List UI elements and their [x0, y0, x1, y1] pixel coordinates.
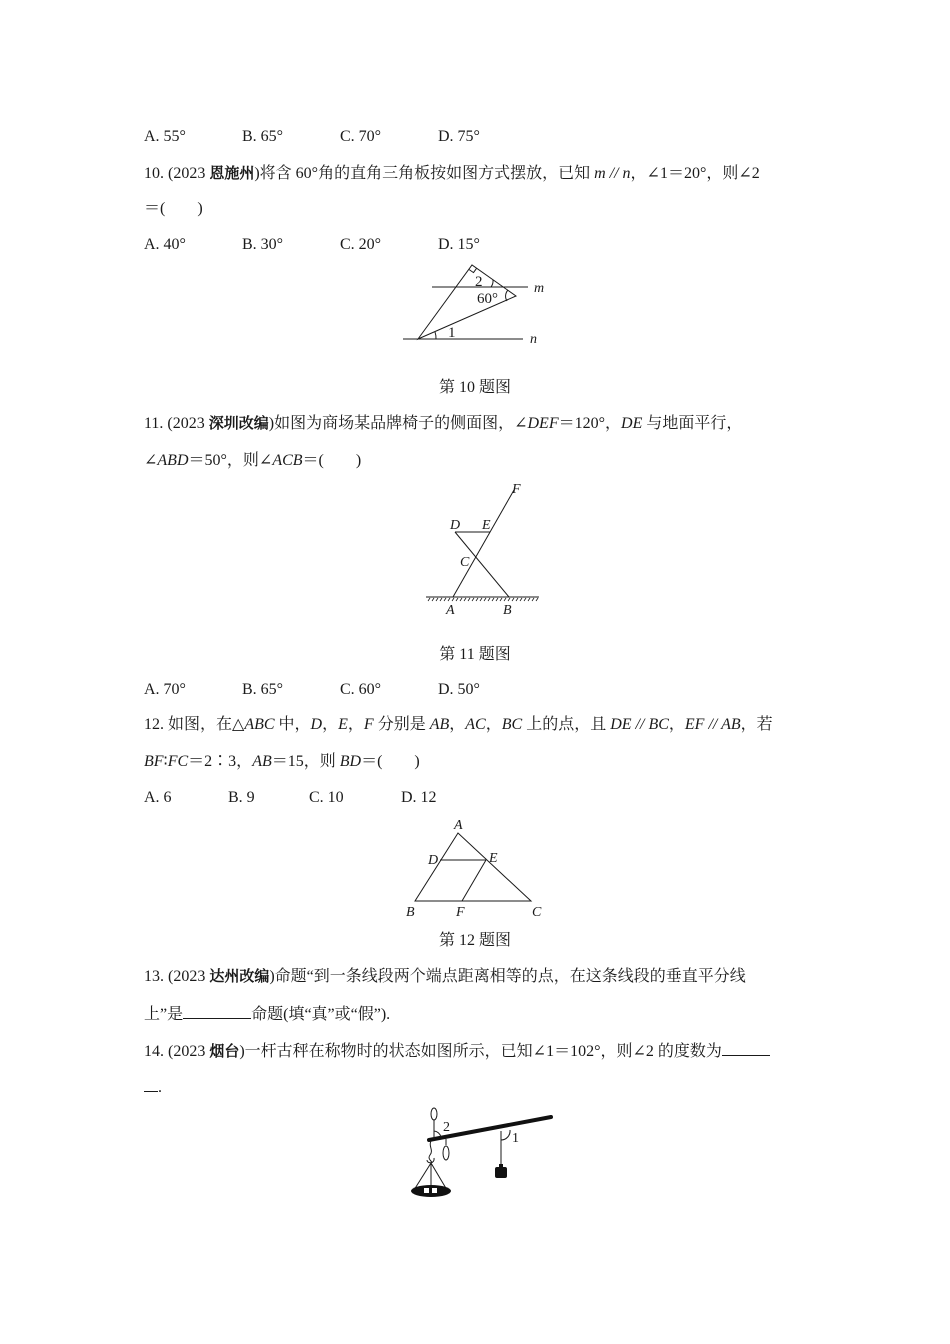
- q10-label-60: 60°: [477, 291, 498, 307]
- segment-ef: [462, 860, 486, 901]
- q12-var-e: E: [338, 716, 348, 733]
- q12-text-5: ，若: [740, 716, 773, 733]
- q14-source-open: (2023: [168, 1043, 210, 1060]
- q13-source-place: 达州改编: [209, 967, 270, 985]
- q11-text-2: ＝120°，: [558, 415, 622, 432]
- q12-number: 12.: [144, 716, 168, 733]
- q11-label-f: F: [512, 482, 521, 497]
- q11-label-a: A: [446, 603, 455, 618]
- counterweight: [495, 1167, 507, 1178]
- q13-text-1: )命题“到一条线段两个端点距离相等的点，在这条线段的垂直平分线: [269, 968, 746, 985]
- q11-line2-c: ＝( ): [302, 452, 362, 469]
- q9-option-d[interactable]: D. 75°: [438, 128, 480, 145]
- q12-var-bd: BD: [339, 753, 362, 770]
- q10-option-c[interactable]: C. 20°: [340, 236, 382, 253]
- q12-label-d: D: [428, 853, 439, 868]
- q12-var-ac: AC: [465, 716, 486, 733]
- q10-label-n: n: [530, 332, 537, 347]
- q12-text-4: 上的点，且: [522, 716, 611, 733]
- q12-caption: 第 12 题图: [438, 932, 511, 949]
- q11-label-d: D: [450, 518, 461, 533]
- q10-var-m: m: [594, 165, 606, 182]
- q11-source-open: (2023: [167, 415, 209, 432]
- q10-stem-line1: [144, 163, 760, 184]
- q11-stem-line2: [144, 451, 361, 471]
- q12-line2-c: ＝15，则: [271, 753, 340, 770]
- q12-var-abc: ABC: [244, 716, 275, 733]
- q12-var-ef: EF: [684, 716, 705, 733]
- q12-sep: ，: [347, 716, 364, 733]
- q14-figure-steelyard: [400, 1100, 560, 1200]
- q12-var-bf: BF: [144, 753, 164, 770]
- q11-var-acb: ACB: [272, 452, 303, 469]
- q12-figure-triangle: [395, 812, 555, 924]
- q11-text-3: 与地面平行，: [642, 415, 743, 432]
- q14-text-1: )一杆古秤在称物时的状态如图所示，已知∠1＝102°，则∠2 的度数为: [239, 1043, 722, 1060]
- q10-option-d[interactable]: D. 15°: [438, 236, 480, 253]
- q14-stem-line1: [144, 1041, 770, 1062]
- q11-figure-chair: [420, 476, 550, 621]
- q14-answer-blank-part2[interactable]: [144, 1077, 158, 1092]
- q10-label-angle1: 1: [448, 325, 456, 341]
- q12-label-f: F: [456, 905, 465, 920]
- set-square: [418, 265, 516, 339]
- q9-option-c[interactable]: C. 70°: [340, 128, 382, 145]
- q11-line2-a: ∠: [144, 452, 158, 469]
- q10-number: 10.: [144, 165, 168, 182]
- q12-text-3: 分别是: [373, 716, 430, 733]
- q12-label-a: A: [454, 818, 463, 833]
- q12-var-ab: AB: [429, 716, 450, 733]
- q12-var-d: D: [310, 716, 323, 733]
- q11-option-a[interactable]: A. 70°: [144, 681, 186, 698]
- q12-label-e: E: [489, 851, 498, 866]
- q13-source-open: (2023: [168, 968, 210, 985]
- q13-line2-b: 命题(填“真”或“假”).: [251, 1006, 391, 1023]
- q14-period: .: [158, 1079, 162, 1096]
- q14-label-angle2: 2: [443, 1120, 450, 1135]
- q12-parallel: //: [631, 716, 649, 733]
- q12-parallel: //: [704, 716, 722, 733]
- q10-figure-triangle: [395, 258, 555, 350]
- q12-sep: ，: [322, 716, 339, 733]
- q12-label-c: C: [532, 905, 542, 920]
- q14-number: 14.: [144, 1043, 168, 1060]
- q11-label-b: B: [503, 603, 512, 618]
- q11-var-def: DEF: [527, 415, 559, 432]
- q12-var-bc: BC: [501, 716, 523, 733]
- q10-stem-line2: ＝( ): [144, 200, 203, 217]
- q12-var-ab2: AB: [721, 716, 741, 733]
- q10-label-m: m: [534, 281, 545, 296]
- q11-var-abd: ABD: [157, 452, 189, 469]
- q12-line2-b: ＝2∶3，: [188, 753, 253, 770]
- line-af: [453, 490, 514, 597]
- q12-stem-line2: [144, 752, 420, 772]
- q10-source-place: 恩施州: [209, 164, 255, 182]
- q10-caption: 第 10 题图: [438, 379, 511, 396]
- q13-line2-a: 上”是: [144, 1006, 184, 1023]
- q12-option-b[interactable]: B. 9: [228, 789, 255, 806]
- q12-sep: ，: [485, 716, 502, 733]
- q12-option-d[interactable]: D. 12: [401, 789, 437, 806]
- q12-ratio-colon: ∶: [163, 753, 168, 770]
- q12-var-ab3: AB: [252, 753, 272, 770]
- q10-option-a[interactable]: A. 40°: [144, 236, 186, 253]
- q13-stem-line2: [144, 1004, 390, 1025]
- q11-option-b[interactable]: B. 65°: [242, 681, 284, 698]
- q11-label-e: E: [482, 518, 491, 533]
- q9-option-a[interactable]: A. 55°: [144, 128, 186, 145]
- q11-caption: 第 11 题图: [439, 646, 511, 663]
- q13-stem-line1: [144, 966, 746, 987]
- scale-pan: [411, 1185, 451, 1197]
- q11-stem-line1: [144, 413, 742, 434]
- q11-source-place: 深圳改编: [208, 414, 269, 432]
- q12-option-c[interactable]: C. 10: [309, 789, 344, 806]
- q10-parallel: //: [605, 165, 623, 182]
- q12-label-b: B: [406, 905, 415, 920]
- q10-var-n: n: [622, 165, 631, 182]
- q12-stem-line1: [144, 715, 773, 735]
- q12-option-a[interactable]: A. 6: [144, 789, 172, 806]
- q13-answer-blank[interactable]: [183, 1004, 251, 1019]
- q11-option-d[interactable]: D. 50°: [438, 681, 480, 698]
- q12-sep: ，: [449, 716, 466, 733]
- q10-option-b[interactable]: B. 30°: [242, 236, 284, 253]
- q11-text-1: )如图为商场某品牌椅子的侧面图，∠: [268, 415, 528, 432]
- q12-var-fc: FC: [167, 753, 189, 770]
- q12-var-de: DE: [610, 716, 632, 733]
- q11-number: 11.: [144, 415, 168, 432]
- q10-label-angle2: 2: [475, 274, 483, 290]
- q11-label-c: C: [460, 555, 470, 570]
- q14-source-place: 烟台: [209, 1042, 240, 1060]
- q12-line2-d: ＝( ): [361, 753, 420, 770]
- q10-source-open: (2023: [168, 165, 210, 182]
- q14-answer-blank-part1[interactable]: [722, 1041, 770, 1056]
- q11-var-de: DE: [621, 415, 643, 432]
- q13-number: 13.: [144, 968, 168, 985]
- q12-text-1: 如图，在△: [168, 716, 245, 733]
- q11-option-c[interactable]: C. 60°: [340, 681, 382, 698]
- q14-label-angle1: 1: [512, 1131, 519, 1146]
- q12-sep: ，: [668, 716, 685, 733]
- q12-var-f: F: [363, 716, 374, 733]
- q14-stem-line2: [144, 1077, 162, 1098]
- q10-text-1: )将含 60°角的直角三角板按如图方式摆放，已知: [254, 165, 595, 182]
- q9-option-b[interactable]: B. 65°: [242, 128, 284, 145]
- q12-var-bc2: BC: [648, 716, 669, 733]
- q10-text-2: ，∠1＝20°，则∠2: [630, 165, 760, 182]
- q11-line2-b: ＝50°，则∠: [188, 452, 273, 469]
- q12-text-2: 中，: [274, 716, 311, 733]
